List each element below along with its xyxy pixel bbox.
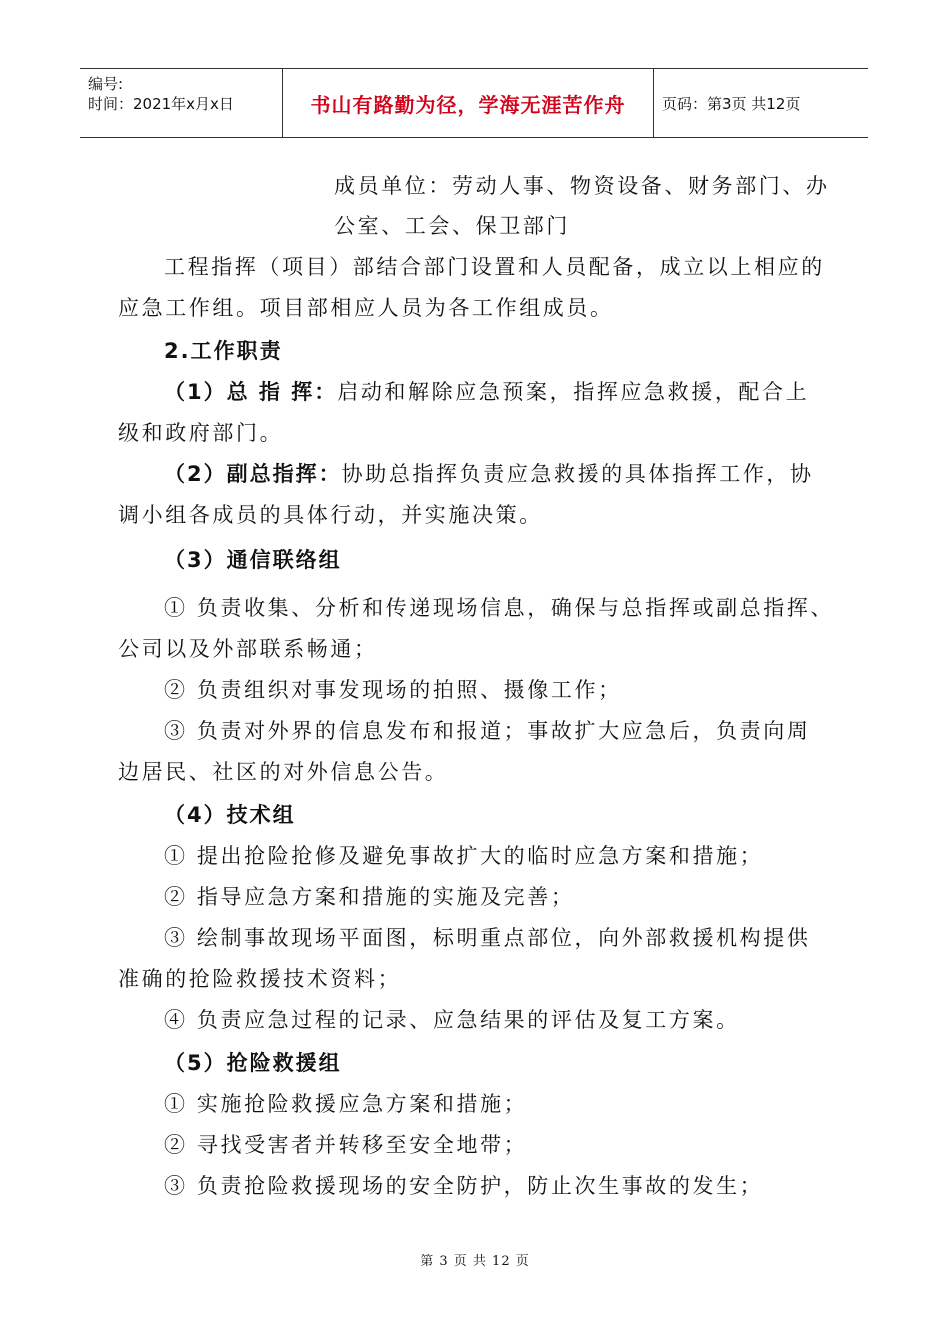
group-4-item-1: ① 提出抢险抢修及避免事故扩大的临时应急方案和措施； — [164, 844, 764, 868]
group-5-item-1: ① 实施抢险救援应急方案和措施； — [164, 1092, 528, 1116]
document-time-label: 时间：2021年x月x日 — [88, 95, 234, 113]
group-4-item-3-line-1: ③ 绘制事故现场平面图，标明重点部位，向外部救援机构提供 — [164, 926, 811, 950]
header-meta-cell — [80, 69, 283, 137]
members-line-1: 成员单位：劳动人事、物资设备、财务部门、办 — [334, 174, 830, 198]
paragraph-1-line-1: 工程指挥（项目）部结合部门设置和人员配备，成立以上相应的 — [164, 255, 825, 279]
members-line-2: 公室、工会、保卫部门 — [334, 214, 570, 238]
group-3-item-1-line-2: 公司以及外部联系畅通； — [118, 637, 378, 661]
group-5-title: （5）抢险救援组 — [164, 1051, 342, 1075]
header-page-label: 页码：第3页 共12页 — [662, 94, 801, 113]
item-2-line-1 — [164, 459, 814, 489]
group-3-item-3-line-2: 边居民、社区的对外信息公告。 — [118, 760, 449, 784]
group-4-item-4: ④ 负责应急过程的记录、应急结果的评估及复工方案。 — [164, 1008, 740, 1032]
group-5-item-2: ② 寻找受害者并转移至安全地带； — [164, 1133, 528, 1157]
item-2-text: 协助总指挥负责应急救援的具体指挥工作，协 — [341, 462, 814, 486]
group-4-item-2: ② 指导应急方案和措施的实施及完善； — [164, 885, 575, 909]
header-motto-cell — [283, 69, 654, 137]
section-2-title: 2.工作职责 — [164, 339, 283, 363]
item-1-line-1 — [164, 377, 809, 407]
group-4-item-3-line-2: 准确的抢险救援技术资料； — [118, 967, 402, 991]
document-header — [80, 68, 868, 138]
group-3-item-1-line-1: ① 负责收集、分析和传递现场信息，确保与总指挥或副总指挥、 — [164, 596, 835, 620]
item-2-label: （2）副总指挥： — [164, 462, 342, 486]
group-4-title: （4）技术组 — [164, 803, 296, 827]
header-page-cell — [654, 69, 868, 137]
group-3-item-2: ② 负责组织对事发现场的拍照、摄像工作； — [164, 678, 622, 702]
motto-text: 书山有路勤为径，学海无涯苦作舟 — [310, 92, 626, 117]
page-footer: 第 3 页 共 12 页 — [420, 1254, 530, 1269]
item-1-text: 启动和解除应急预案，指挥应急救援，配合上 — [337, 380, 810, 404]
group-3-title: （3）通信联络组 — [164, 548, 342, 572]
group-3-item-3-line-1: ③ 负责对外界的信息发布和报道；事故扩大应急后，负责向周 — [164, 719, 811, 743]
document-number-label: 编号: — [88, 75, 124, 93]
item-2-line-2: 调小组各成员的具体行动，并实施决策。 — [118, 503, 543, 527]
item-1-line-2: 级和政府部门。 — [118, 421, 284, 445]
group-5-item-3: ③ 负责抢险救援现场的安全防护，防止次生事故的发生； — [164, 1174, 764, 1198]
paragraph-1-line-2: 应急工作组。项目部相应人员为各工作组成员。 — [118, 296, 614, 320]
item-1-label: （1）总 指 挥： — [164, 380, 338, 404]
